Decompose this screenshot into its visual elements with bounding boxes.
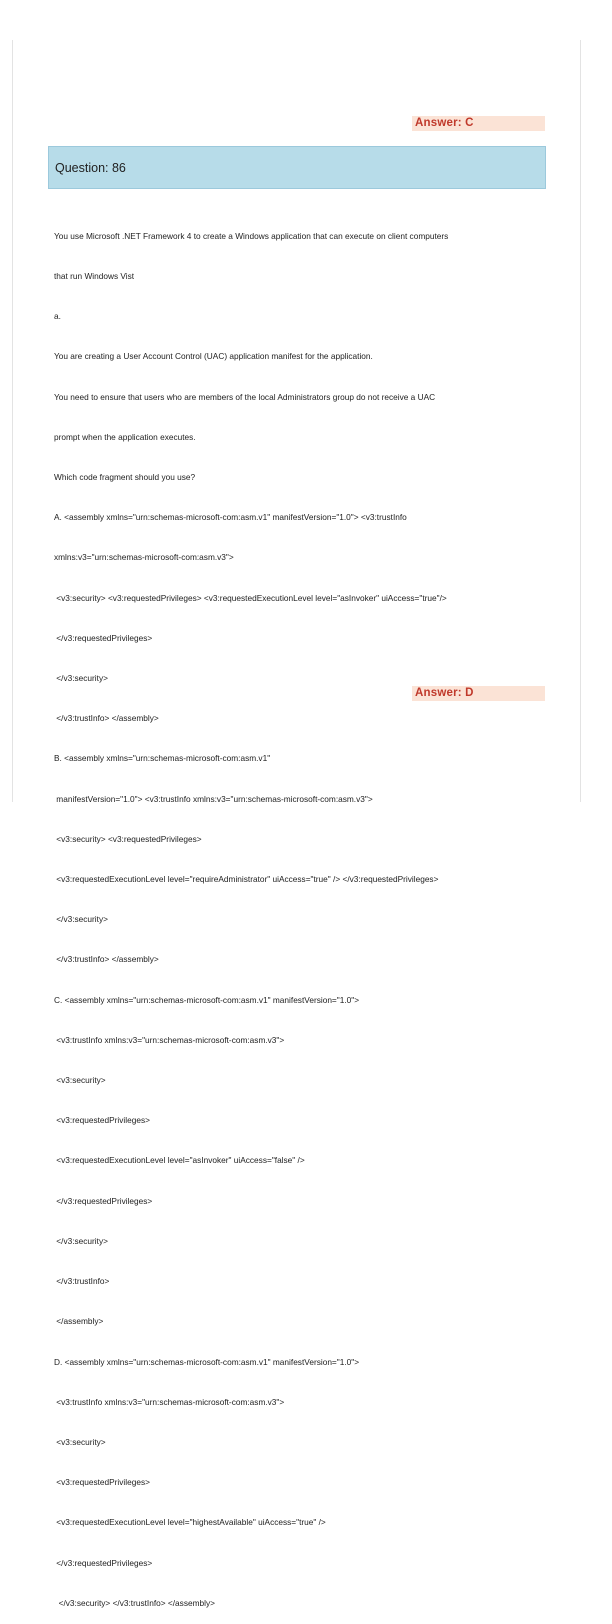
- option-a-line: xmlns:v3="urn:schemas-microsoft-com:asm.v3">: [54, 552, 234, 563]
- option-c-line: </v3:security>: [54, 1235, 108, 1246]
- question-line: You use Microsoft .NET Framework 4 to create a Windows application that can execute on client computers: [54, 230, 449, 241]
- question-line: You need to ensure that users who are members of the local Administrators group do not receive a UAC: [54, 391, 436, 402]
- option-b-line: B. <assembly xmlns="urn:schemas-microsoft-com:asm.v1": [54, 753, 271, 764]
- option-d-line: </v3:security> </v3:trustInfo> </assembly>: [54, 1597, 215, 1608]
- answer-label-previous: Answer: C: [412, 116, 545, 131]
- option-b-line: </v3:security>: [54, 914, 108, 925]
- option-d-line: </v3:requestedPrivileges>: [54, 1557, 153, 1568]
- option-d-line: <v3:requestedExecutionLevel level="highestAvailable" uiAccess="true" />: [54, 1517, 326, 1528]
- option-d-line: <v3:trustInfo xmlns:v3="urn:schemas-microsoft-com:asm.v3">: [54, 1396, 285, 1407]
- option-a-line: A. <assembly xmlns="urn:schemas-microsoft-com:asm.v1" manifestVersion="1.0"> <v3:trustInfo: [54, 512, 407, 523]
- option-c-line: <v3:security>: [54, 1075, 106, 1086]
- option-c-line: <v3:requestedPrivileges>: [54, 1115, 150, 1126]
- question-line: prompt when the application executes.: [54, 431, 196, 442]
- option-c-line: </v3:trustInfo>: [54, 1276, 110, 1287]
- option-d-line: <v3:requestedPrivileges>: [54, 1477, 150, 1488]
- question-line: You are creating a User Account Control (UAC) application manifest for the application.: [54, 351, 373, 362]
- option-c-line: <v3:requestedExecutionLevel level="asInvoker" uiAccess="false" />: [54, 1155, 305, 1166]
- option-a-line: </v3:trustInfo> </assembly>: [54, 713, 159, 724]
- option-b-line: </v3:trustInfo> </assembly>: [54, 954, 159, 965]
- question-header: Question: 86: [48, 146, 546, 189]
- option-a-line: </v3:security>: [54, 673, 108, 684]
- question-line: that run Windows Vist: [54, 271, 135, 282]
- question-line: Which code fragment should you use?: [54, 472, 196, 483]
- option-a-line: <v3:security> <v3:requestedPrivileges> <v3:requestedExecutionLevel level="asInvoker" uiAccess="true"/>: [54, 592, 447, 603]
- option-b-line: <v3:requestedExecutionLevel level="requireAdministrator" uiAccess="true" /> </v3:requestedPrivileges>: [54, 874, 439, 885]
- option-c-line: </assembly>: [54, 1316, 104, 1327]
- question-body: [54, 203, 546, 1624]
- option-a-line: </v3:requestedPrivileges>: [54, 632, 153, 643]
- page-edge-left: [12, 40, 13, 802]
- page-edge-right: [580, 40, 581, 802]
- option-c-line: </v3:requestedPrivileges>: [54, 1195, 153, 1206]
- answer-label: Answer: D: [412, 686, 545, 701]
- option-c-line: C. <assembly xmlns="urn:schemas-microsoft-com:asm.v1" manifestVersion="1.0">: [54, 994, 360, 1005]
- option-c-line: <v3:trustInfo xmlns:v3="urn:schemas-microsoft-com:asm.v3">: [54, 1034, 285, 1045]
- option-d-line: D. <assembly xmlns="urn:schemas-microsoft-com:asm.v1" manifestVersion="1.0">: [54, 1356, 360, 1367]
- option-b-line: <v3:security> <v3:requestedPrivileges>: [54, 833, 202, 844]
- option-d-line: <v3:security>: [54, 1436, 106, 1447]
- option-b-line: manifestVersion="1.0"> <v3:trustInfo xmlns:v3="urn:schemas-microsoft-com:asm.v3">: [54, 793, 373, 804]
- question-line: a.: [54, 311, 61, 322]
